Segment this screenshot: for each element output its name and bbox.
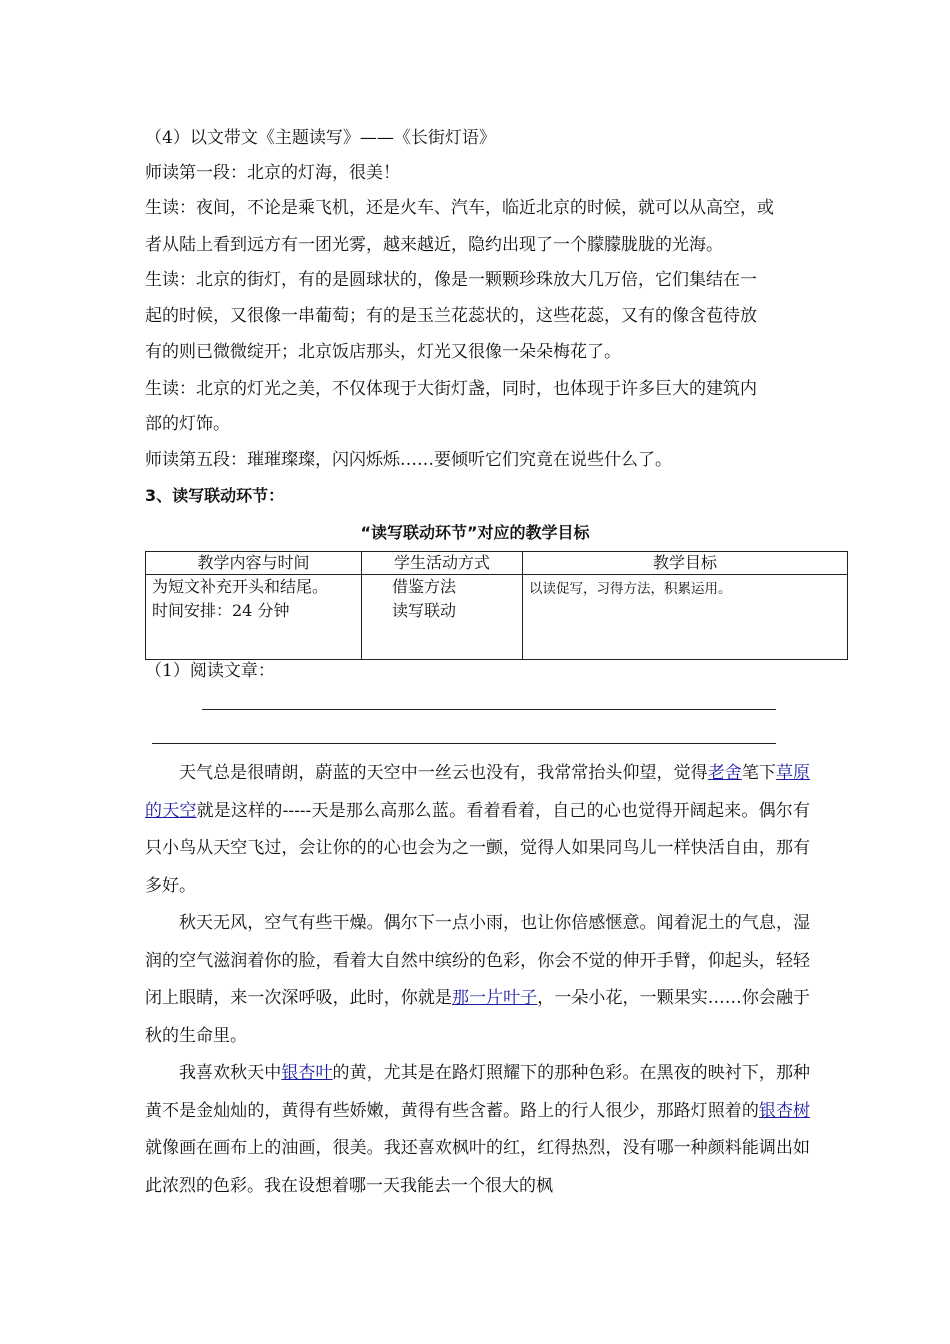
link-grassland-sky[interactable]: 草原的天空 bbox=[145, 763, 811, 821]
table-cell-activity bbox=[362, 575, 523, 660]
text-line: 部的灯饰。 bbox=[145, 414, 230, 434]
text-line: 生读：夜间，不论是乘飞机，还是火车、汽车，临近北京的时候，就可以从高空，或 bbox=[145, 198, 774, 218]
table-header-row bbox=[146, 552, 848, 575]
table-row bbox=[146, 575, 848, 660]
text-line: 起的时候，又很像一串葡萄；有的是玉兰花蕊状的，这些花蕊，又有的像含苞待放 bbox=[145, 306, 757, 326]
link-that-leaf[interactable]: 那一片叶子 bbox=[451, 988, 538, 1008]
section-heading: 3、读写联动环节： bbox=[145, 486, 285, 505]
link-ginkgo-tree[interactable]: 银杏树 bbox=[758, 1100, 811, 1121]
table-cell-goal: 以读促写，习得方法，积累运用。 bbox=[523, 575, 848, 660]
article-paragraph: 天气总是很晴朗，蔚蓝的天空中一丝云也没有，我常常抬头仰望，觉得老舍笔下草原的天空就是这样的-----天是那么高那么蓝。看着看着，自己的心也觉得开阔起来。偶尔有只小鸟从天空飞过，会让你的的心也会为之一颤，觉得人如果同鸟儿一样快活自由，那有多好。 bbox=[145, 763, 811, 896]
article-paragraph: 秋天无风，空气有些干燥。偶尔下一点小雨，也让你倍感惬意。闻着泥土的气息，湿润的空气滋润着你的脸，看着大自然中缤纷的色彩，你会不觉的伸开手臂，仰起头，轻轻闭上眼睛，来一次深呼吸，此时，你就是那一片叶子，一朵小花，一颗果实……你会融于秋的生命里。 bbox=[145, 913, 811, 1046]
article-body bbox=[145, 755, 810, 1205]
blank-line bbox=[152, 743, 776, 744]
text-line: 有的则已微微绽开；北京饭店那头，灯光又很像一朵朵梅花了。 bbox=[145, 342, 621, 362]
text-line: 师读第一段：北京的灯海，很美！ bbox=[145, 163, 400, 183]
reading-label: （1）阅读文章： bbox=[145, 661, 275, 681]
text-line: 师读第五段：璀璀璨璨，闪闪烁烁……要倾听它们究竟在说些什么了。 bbox=[145, 450, 672, 470]
table-title: “读写联动环节”对应的教学目标 bbox=[360, 523, 590, 542]
link-laoshe[interactable]: 老舍 bbox=[707, 763, 742, 783]
column-header: 教学内容与时间 bbox=[146, 552, 362, 575]
column-header: 学生活动方式 bbox=[362, 552, 523, 575]
cell-line: 为短文补充开头和结尾。 bbox=[152, 577, 329, 596]
cell-line: 读写联动 bbox=[392, 601, 457, 620]
text-line: 生读：北京的灯光之美，不仅体现于大街灯盏，同时，也体现于许多巨大的建筑内 bbox=[145, 379, 757, 399]
cell-line: 借鉴方法 bbox=[392, 577, 457, 596]
cell-line: 时间安排：24 分钟 bbox=[152, 601, 290, 620]
article-paragraph: 我喜欢秋天中银杏叶的黄，尤其是在路灯照耀下的那种色彩。在黑夜的映衬下，那种黄不是金灿灿的，黄得有些娇嫩，黄得有些含蓄。路上的行人很少，那路灯照着的银杏树就像画在画布上的油画，很美。我还喜欢枫叶的红，红得热烈，没有哪一种颜料能调出如此浓烈的色彩。我在设想着哪一天我能去一个很大的枫 bbox=[145, 1063, 811, 1196]
table-cell-content bbox=[146, 575, 362, 660]
blank-line bbox=[202, 709, 776, 710]
subsection-heading: （4）以文带文《主题读写》——《长街灯语》 bbox=[145, 128, 496, 148]
link-ginkgo-leaf[interactable]: 银杏叶 bbox=[281, 1063, 333, 1083]
column-header: 教学目标 bbox=[523, 552, 848, 575]
text-line: 者从陆上看到远方有一团光雾，越来越近，隐约出现了一个朦朦胧胧的光海。 bbox=[145, 235, 723, 255]
text-line: 生读：北京的街灯，有的是圆球状的，像是一颗颗珍珠放大几万倍，它们集结在一 bbox=[145, 270, 757, 290]
goals-table bbox=[145, 551, 848, 660]
